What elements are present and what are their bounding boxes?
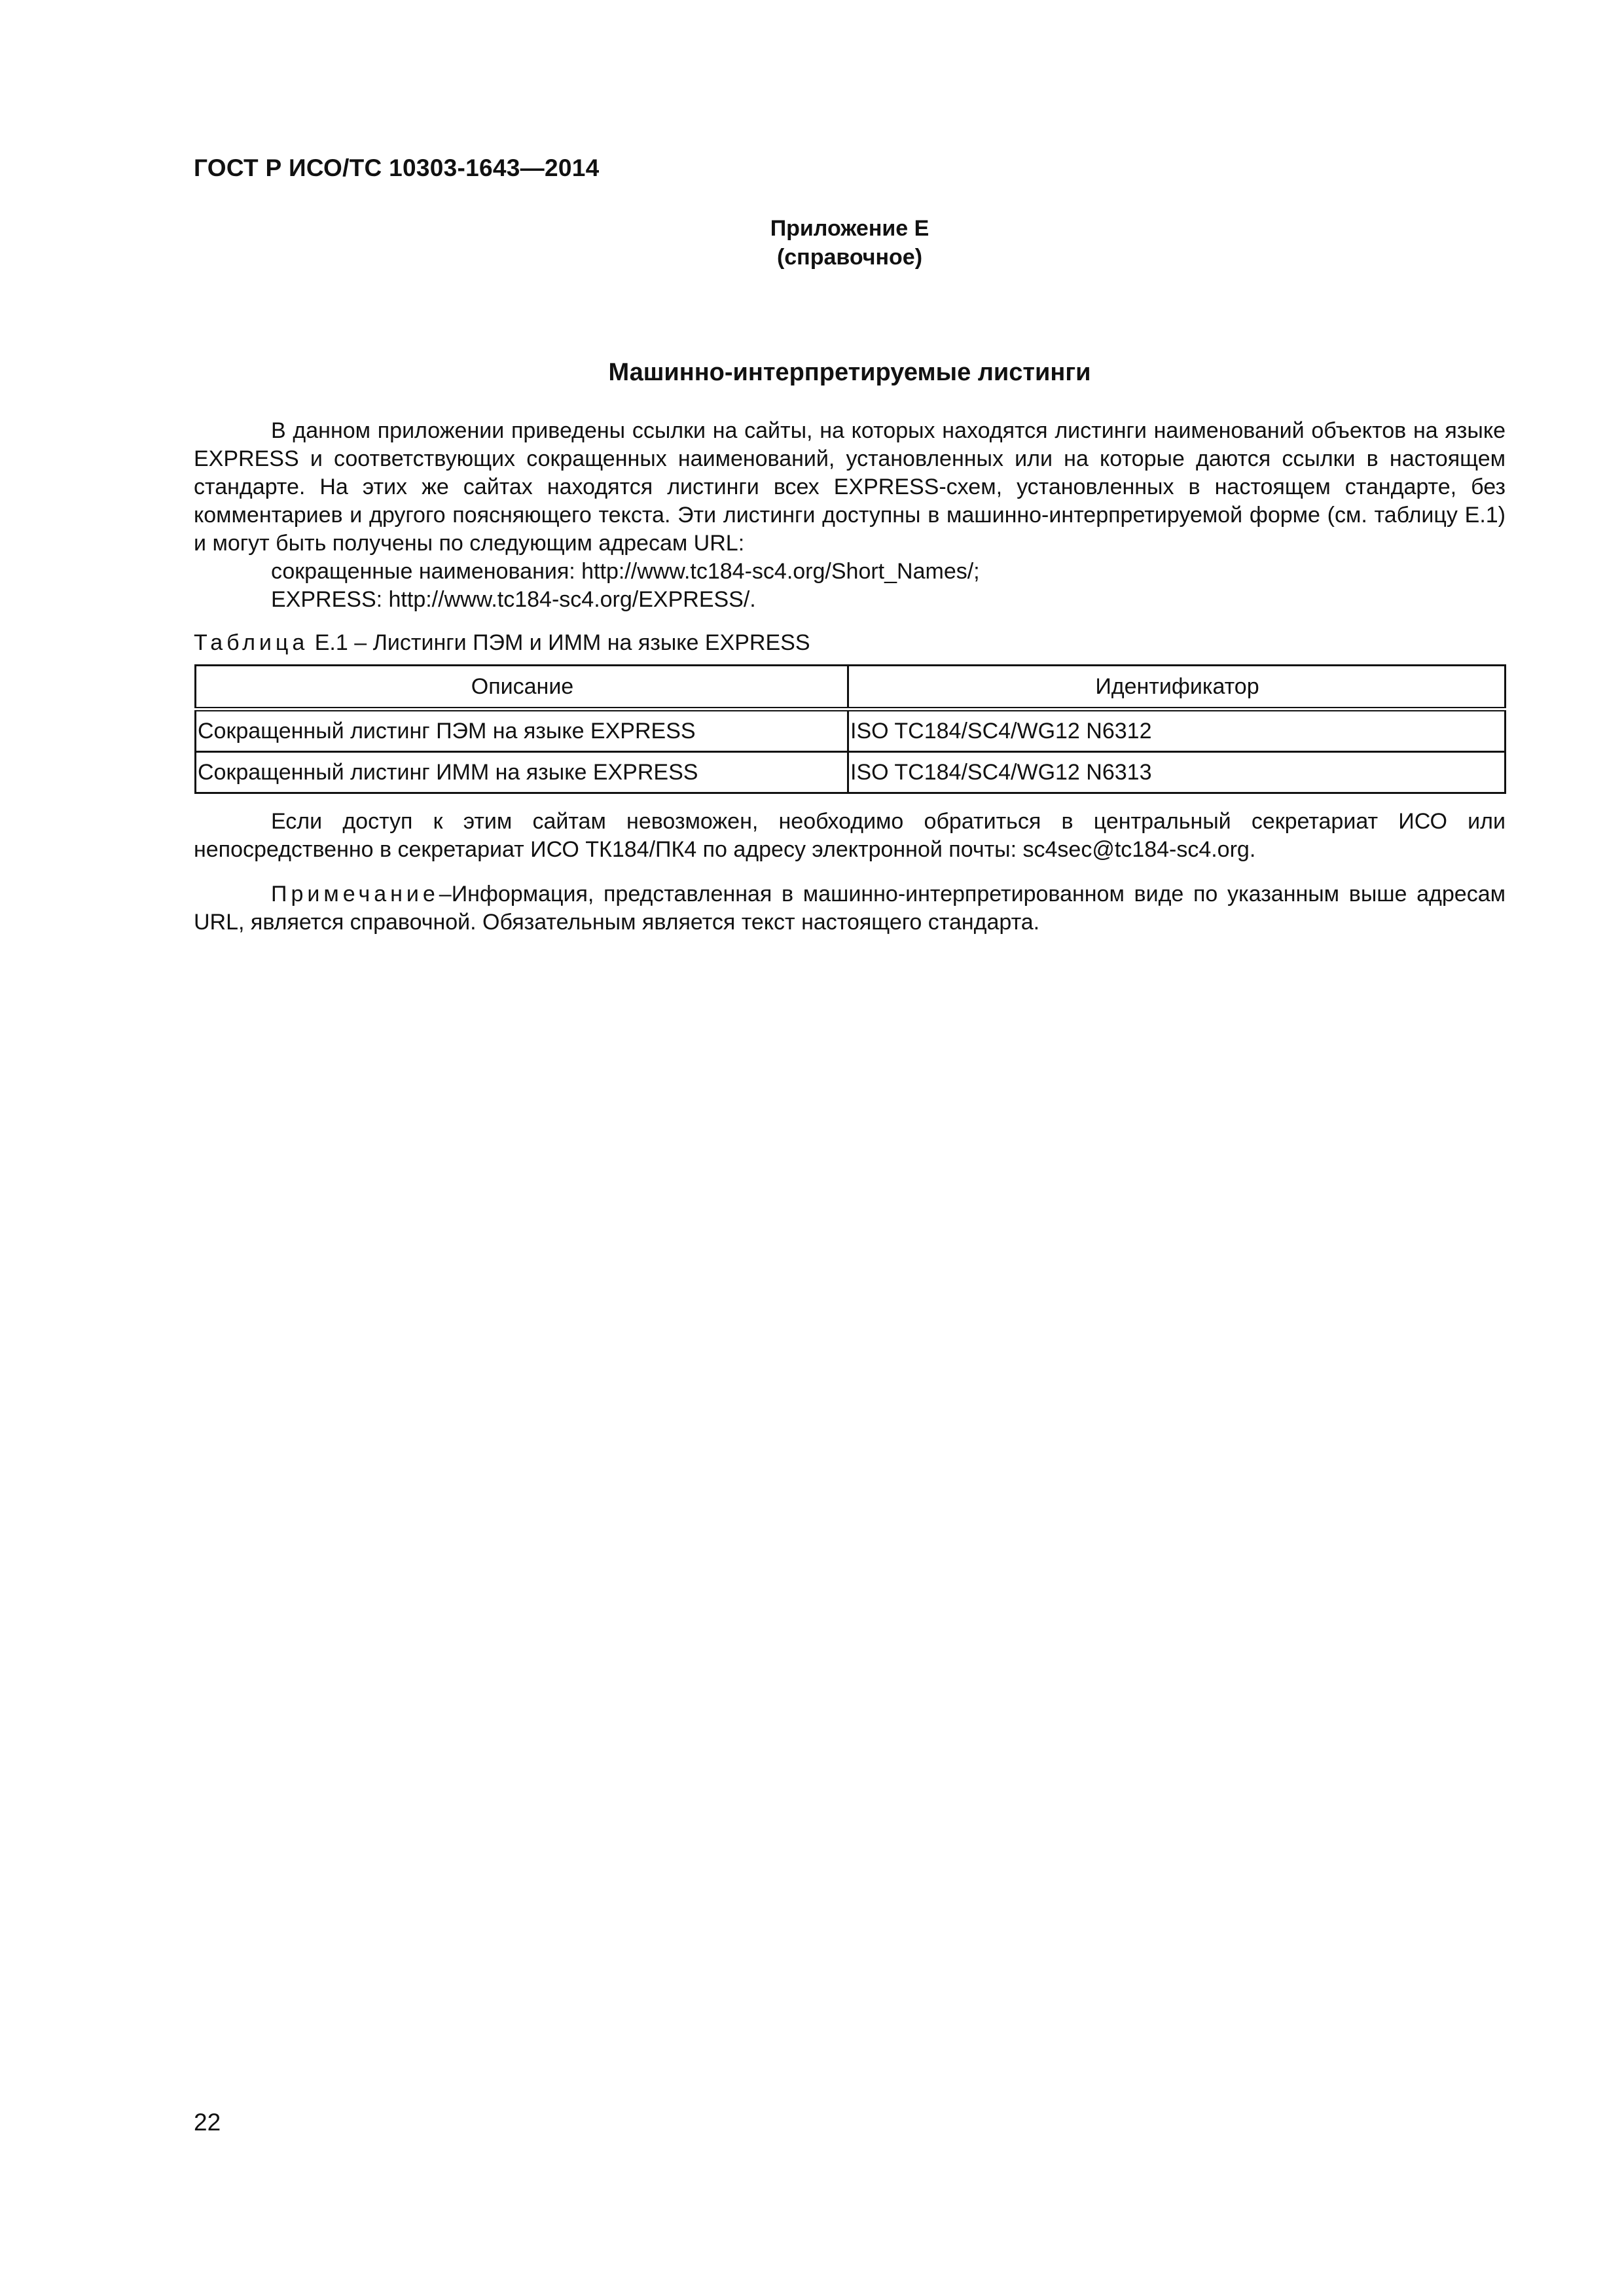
table-row: [196, 709, 1506, 752]
row-identifier: ISO TC184/SC4/WG12 N6312: [848, 709, 1506, 752]
intro-block: [194, 417, 1506, 614]
table-header-row: [196, 666, 1506, 709]
annex-label: Приложение Е: [770, 216, 929, 241]
header-identifier: Идентификатор: [848, 666, 1506, 709]
row-identifier: ISO TC184/SC4/WG12 N6313: [848, 752, 1506, 793]
url-express: EXPRESS: http://www.tc184-sc4.org/EXPRESS/.: [271, 587, 756, 612]
url-short-names: сокращенные наименования: http://www.tc184-sc4.org/Short_Names/;: [271, 559, 980, 584]
annex-type: (справочное): [776, 245, 923, 270]
document-id: ГОСТ Р ИСО/ТС 10303-1643—2014: [194, 154, 600, 181]
intro-paragraph: В данном приложении приведены ссылки на сайты, на которых находятся листинги наименований объектов на языке EXPRESS и соответствующих сокращенных наименований, установленных или на которые даются ссылки в настоящем стандарте. На этих же сайтах находятся листинги всех EXPRESS-схем, установленных в настоящем стандарте, без комментариев и другого поясняющего текста. Эти листинги доступны в машинно-интерпретируемой форме (см. таблицу Е.1) и могут быть получены по следующим адресам URL:: [194, 418, 1506, 556]
note-label: Примечание: [271, 882, 439, 906]
row-description: Сокращенный листинг ИММ на языке EXPRESS: [196, 752, 848, 793]
contact-block: [194, 808, 1506, 864]
row-description: Сокращенный листинг ПЭМ на языке EXPRESS: [196, 709, 848, 752]
contact-paragraph: Если доступ к этим сайтам невозможен, необходимо обратиться в центральный секретариат ИСО или непосредственно в секретариат ИСО ТК184/ПК4 по адресу электронной почты: sc4sec@tc184-sc4.org.: [194, 809, 1506, 862]
table-caption-label: Таблица: [194, 630, 309, 655]
header-description: Описание: [196, 666, 848, 709]
listings-table: [194, 664, 1506, 794]
table-caption: [194, 630, 810, 656]
page-number: 22: [194, 2109, 221, 2136]
section-title: Машинно-интерпретируемые листинги: [608, 359, 1091, 386]
note-block: [194, 880, 1506, 937]
table-caption-text: Е.1 – Листинги ПЭМ и ИММ на языке EXPRESS: [308, 630, 810, 655]
table-row: [196, 752, 1506, 793]
note-paragraph: [194, 880, 1506, 937]
note-text: –Информация, представленная в машинно-интерпретированном виде по указанным выше адресам URL, является справочной. Обязательным является текст настоящего стандарта.: [194, 882, 1506, 935]
